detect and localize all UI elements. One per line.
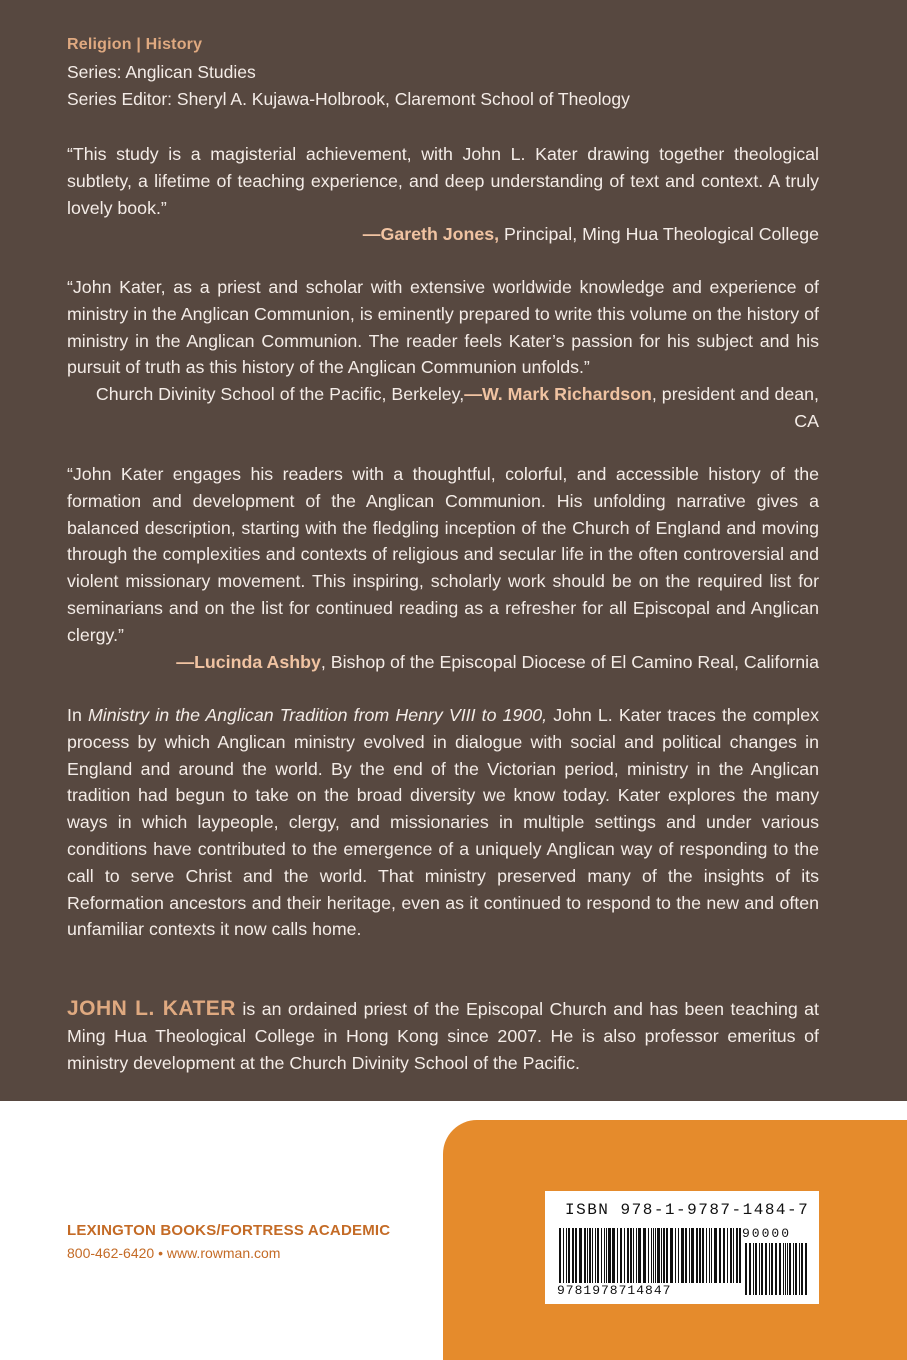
barcode-bar bbox=[661, 1228, 662, 1283]
barcode-bar bbox=[699, 1228, 701, 1283]
barcode-bar bbox=[643, 1228, 646, 1283]
barcode-bar bbox=[765, 1243, 767, 1295]
endorser-institution: Church Divinity School of the Pacific, Berkeley, CA bbox=[95, 384, 819, 431]
barcode-bar bbox=[651, 1228, 652, 1283]
endorsement-text: “John Kater engages his readers with a thoughtful, colorful, and accessible history of the formation and development of the Anglican Communion. His unfolding narrative gives a balanced description, starting with the fledgling inception of the Church of England and moving through the complexities and contexts of religious and secular life in the often controversial and violent missionary movement. This inspiring, scholarly work should be on the required list for seminarians and on the list for continued reading as a refresher for all Episcopal and Anglican clergy.” bbox=[67, 464, 819, 645]
barcode-bar bbox=[606, 1228, 607, 1283]
barcode-bar bbox=[711, 1228, 712, 1283]
barcode-bar bbox=[779, 1243, 781, 1295]
barcode-bar bbox=[566, 1228, 567, 1283]
endorsement-1 bbox=[67, 141, 819, 248]
barcode-bar bbox=[608, 1228, 611, 1283]
endorser-name: W. Mark Richardson bbox=[481, 384, 652, 405]
barcode-bar bbox=[709, 1228, 710, 1283]
endorser-name: Lucinda Ashby bbox=[194, 651, 321, 672]
isbn-number: ISBN 978-1-9787-1484-7 bbox=[565, 1201, 810, 1219]
endorsement-2 bbox=[67, 274, 819, 435]
barcode-bar bbox=[638, 1228, 641, 1283]
barcode-bar bbox=[759, 1243, 760, 1295]
dash: — bbox=[176, 651, 195, 672]
barcode-bar bbox=[753, 1243, 754, 1295]
barcode-bar bbox=[666, 1228, 668, 1283]
barcode-bar bbox=[787, 1243, 788, 1295]
barcode-bar bbox=[799, 1243, 800, 1295]
barcode-bar bbox=[723, 1228, 725, 1283]
dash: — bbox=[362, 224, 381, 245]
author-name: JOHN L. KATER bbox=[67, 997, 236, 1020]
barcode-bar bbox=[584, 1228, 586, 1283]
barcode-bar bbox=[783, 1243, 784, 1295]
barcode-digits: 9781978714847 bbox=[557, 1283, 742, 1298]
endorsement-text: “This study is a magisterial achievement, with John L. Kater drawing together theological subtlety, a lifetime of teaching experience, and deep understanding of text and context. A truly lovely book.” bbox=[67, 144, 819, 218]
barcode-bar bbox=[795, 1243, 797, 1295]
barcode-bar bbox=[604, 1228, 605, 1283]
publisher-contact: 800-462-6420 • www.rowman.com bbox=[67, 1245, 281, 1261]
barcode-bar bbox=[572, 1228, 574, 1283]
barcode-bar bbox=[675, 1228, 676, 1283]
barcode-bar bbox=[620, 1228, 622, 1283]
barcode-bar bbox=[793, 1243, 794, 1295]
barcode-bar bbox=[678, 1228, 679, 1283]
endorser-name: Gareth Jones, bbox=[380, 224, 500, 245]
barcode-bar bbox=[805, 1243, 807, 1295]
barcode-bar bbox=[627, 1228, 629, 1283]
endorser-affiliation: , Bishop of the Episcopal Diocese of El Camino Real, California bbox=[320, 651, 819, 672]
barcode-bar bbox=[745, 1243, 747, 1295]
dash: — bbox=[464, 384, 482, 405]
description-lead: In bbox=[67, 705, 88, 725]
series-label: Series: Anglican Studies bbox=[67, 62, 256, 82]
price-code: 90000 bbox=[742, 1226, 792, 1241]
book-description bbox=[67, 702, 819, 943]
barcode-bar bbox=[681, 1228, 684, 1283]
series-editor: Series Editor: Sheryl A. Kujawa-Holbrook, Claremont School of Theology bbox=[67, 89, 630, 109]
barcode-bar bbox=[597, 1228, 599, 1283]
barcode-bar bbox=[730, 1228, 732, 1283]
description-body: John L. Kater traces the complex process by which Anglican ministry evolved in dialogue with social and political changes in England and around the world. By the end of the Victorian period, ministry in the Anglican tradition had begun to take on the broad diversity we know today. Kater explores the many ways in which laypeople, clergy, and missionaries in multiple settings and under various conditions have contributed to the emergence of a uniquely Anglican way of responding to the call to serve Christ and the world. That ministry preserved many of the insights of its Reformation ancestors and their heritage, even as it continued to respond to the new and often unfamiliar contexts it now calls home. bbox=[67, 705, 819, 940]
barcode-bar bbox=[587, 1228, 588, 1283]
barcode-bar bbox=[749, 1243, 751, 1295]
barcode-bar bbox=[733, 1228, 734, 1283]
barcode-bar bbox=[801, 1243, 803, 1295]
barcode-bar bbox=[663, 1228, 665, 1283]
barcode-bar bbox=[648, 1228, 649, 1283]
barcode-bar bbox=[575, 1228, 577, 1283]
barcode-bar bbox=[727, 1228, 728, 1283]
barcode-bar bbox=[624, 1228, 625, 1283]
barcode-bar bbox=[702, 1228, 704, 1283]
endorsement-attribution bbox=[464, 381, 819, 408]
barcode-bar bbox=[630, 1228, 632, 1283]
barcode-bar bbox=[579, 1228, 582, 1283]
barcode-bar bbox=[714, 1228, 717, 1283]
barcode-bar bbox=[789, 1243, 791, 1295]
endorsement-3 bbox=[67, 461, 819, 675]
barcode-bar bbox=[775, 1243, 777, 1295]
endorser-affiliation: Principal, Ming Hua Theological College bbox=[499, 224, 819, 245]
barcode-bar bbox=[691, 1228, 694, 1283]
endorsement-text: “John Kater, as a priest and scholar with extensive worldwide knowledge and experience of ministry in the Anglican Communion, is eminently prepared to write this volume on the history of ministry in the Anglican Communion. The reader feels Kater’s passion for his subject and his pursuit of truth as this history of the Anglican Communion unfolds.” bbox=[67, 277, 819, 378]
barcode-bar bbox=[771, 1243, 773, 1295]
author-bio bbox=[67, 996, 819, 1076]
barcode-bar bbox=[601, 1228, 602, 1283]
barcode-bar bbox=[739, 1228, 741, 1283]
publisher-name: LEXINGTON BOOKS/FORTRESS ACADEMIC bbox=[67, 1222, 391, 1239]
barcode-bar bbox=[595, 1228, 596, 1283]
barcode-bar bbox=[670, 1228, 673, 1283]
barcode-bar bbox=[589, 1228, 591, 1283]
endorsement-attribution bbox=[67, 649, 819, 676]
barcode-bar bbox=[568, 1228, 570, 1283]
barcode-bar bbox=[696, 1228, 698, 1283]
category-label: Religion | History bbox=[67, 36, 203, 53]
barcode-bar bbox=[719, 1228, 721, 1283]
barcode-bar bbox=[653, 1228, 654, 1283]
barcode-bar bbox=[685, 1228, 687, 1283]
barcode-bar bbox=[633, 1228, 634, 1283]
book-title: Ministry in the Anglican Tradition from Henry VIII to 1900, bbox=[87, 705, 548, 725]
barcode-bar bbox=[592, 1228, 593, 1283]
barcode-bar bbox=[612, 1228, 615, 1283]
barcode-bar bbox=[769, 1243, 770, 1295]
endorser-affiliation: , president and dean, bbox=[651, 384, 819, 405]
barcode-bar bbox=[636, 1228, 637, 1283]
endorsement-attribution bbox=[67, 221, 819, 248]
barcode-bar bbox=[755, 1243, 757, 1295]
barcode-bar bbox=[736, 1228, 738, 1283]
bio-text: is an ordained priest of the Episcopal Church and has been teaching at Ming Hua Theological College in Hong Kong since 2007. He is also professor emeritus of ministry development at the Church Divinity School of the Pacific. bbox=[67, 999, 819, 1073]
barcode-bar bbox=[689, 1228, 690, 1283]
barcode-bar bbox=[706, 1228, 707, 1283]
barcode-bar bbox=[761, 1243, 763, 1295]
isbn-barcode bbox=[545, 1191, 819, 1304]
barcode-bar bbox=[617, 1228, 618, 1283]
barcode-bar bbox=[785, 1243, 786, 1295]
